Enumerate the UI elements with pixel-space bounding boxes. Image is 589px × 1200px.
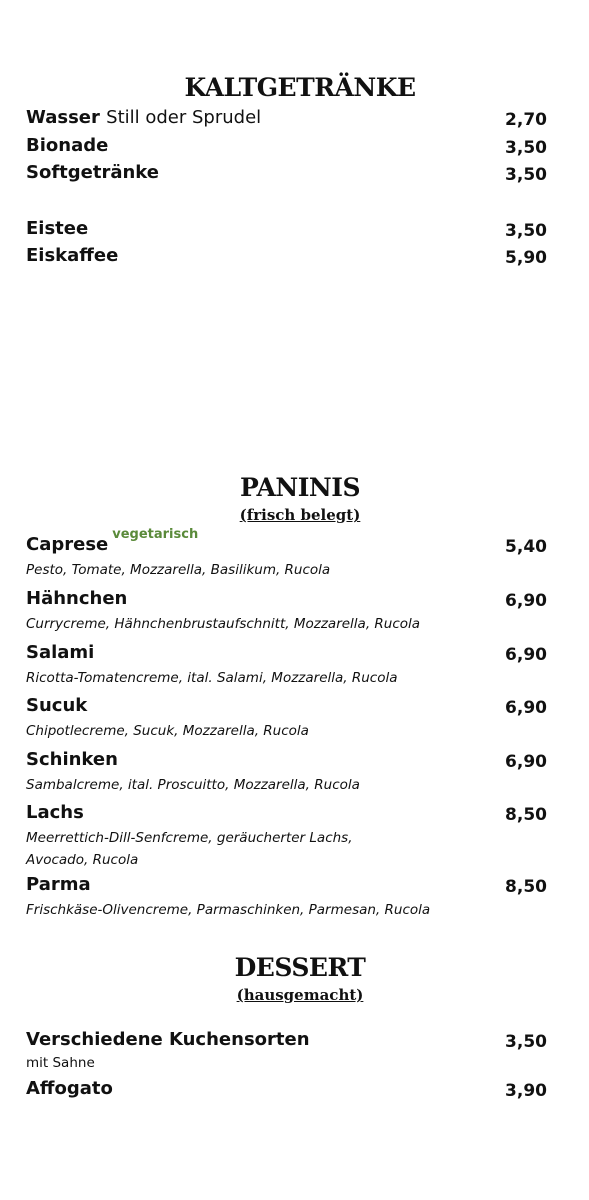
item-price: 8,50 xyxy=(505,805,547,825)
item-price: 2,70 xyxy=(505,110,547,130)
item-price: 5,90 xyxy=(505,248,547,268)
item-name: Caprese xyxy=(26,534,109,555)
item-name: Eistee xyxy=(26,218,89,239)
item-name: Sucuk xyxy=(26,695,88,716)
item-price: 3,50 xyxy=(505,138,547,158)
section-title-paninis: PANINIS xyxy=(239,473,361,502)
item-name: Lachs xyxy=(26,802,84,823)
item-price: 3,50 xyxy=(505,165,547,185)
item-description: Currycreme, Hähnchenbrustaufschnitt, Mozzarella, Rucola xyxy=(26,616,421,632)
item-name: Softgetränke xyxy=(26,162,159,183)
item-price: 6,90 xyxy=(505,698,547,718)
section-title-dessert: DESSERT xyxy=(234,953,366,982)
item-name: Wasser xyxy=(26,107,100,128)
item-name: Bionade xyxy=(26,135,109,156)
item-description xyxy=(26,827,496,871)
item-name: Verschiedene Kuchensorten xyxy=(26,1029,310,1050)
section-subtitle-dessert: (hausgemacht) xyxy=(236,986,364,1004)
item-price: 3,50 xyxy=(505,1032,547,1052)
item-price: 6,90 xyxy=(505,645,547,665)
item-name: Salami xyxy=(26,642,95,663)
item-description: Frischkäse-Olivencreme, Parmaschinken, Parmesan, Rucola xyxy=(26,902,431,918)
item-note: Still oder Sprudel xyxy=(106,107,262,128)
item-description: Chipotlecreme, Sucuk, Mozzarella, Rucola xyxy=(26,723,309,739)
item-price: 3,90 xyxy=(505,1081,547,1101)
item-description-line: Meerrettich-Dill-Senfcreme, geräucherter Lachs, xyxy=(26,830,353,846)
item-name: Eiskaffee xyxy=(26,245,119,266)
item-name: Parma xyxy=(26,874,91,895)
item-description-line: Avocado, Rucola xyxy=(26,852,139,868)
item-price: 6,90 xyxy=(505,752,547,772)
vegetarian-tag: vegetarisch xyxy=(112,527,199,542)
item-description: Pesto, Tomate, Mozzarella, Basilikum, Rucola xyxy=(26,562,331,578)
item-description: mit Sahne xyxy=(26,1055,95,1071)
item-name: Affogato xyxy=(26,1078,113,1099)
item-description: Ricotta-Tomatencreme, ital. Salami, Mozzarella, Rucola xyxy=(26,670,398,686)
item-price: 5,40 xyxy=(505,537,547,557)
item-name: Hähnchen xyxy=(26,588,128,609)
item-price: 6,90 xyxy=(505,591,547,611)
item-price: 3,50 xyxy=(505,221,547,241)
item-description: Sambalcreme, ital. Proscuitto, Mozzarella, Rucola xyxy=(26,777,360,793)
section-subtitle-paninis: (frisch belegt) xyxy=(239,506,361,524)
section-title-kaltgetraenke: KALTGETRÄNKE xyxy=(184,73,416,102)
item-name: Schinken xyxy=(26,749,118,770)
item-price: 8,50 xyxy=(505,877,547,897)
